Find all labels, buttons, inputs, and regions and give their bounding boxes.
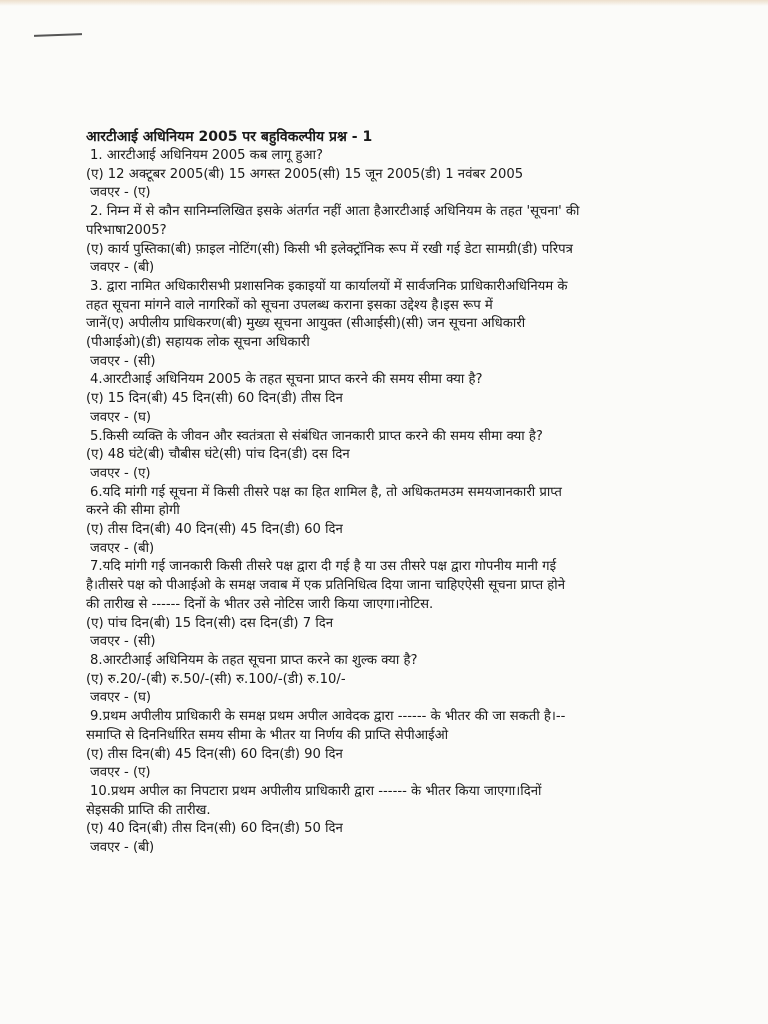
question-text: 5.किसी व्यक्ति के जीवन और स्वतंत्रता से संबंधित जानकारी प्राप्त करने की समय सीमा क्या है? [90,428,543,444]
question-text-cont: सेइसकी प्राप्ति की तारीख. [86,802,211,818]
answer-line: जवएर - (घ) [90,409,152,425]
options-line: (ए) तीस दिन(बी) 40 दिन(सी) 45 दिन(डी) 60 दिन [86,522,343,538]
question-text: 6.यदि मांगी गई सूचना में किसी तीसरे पक्ष का हित शामिल है, तो अधिकतमउम समयजानकारी प्राप्त [90,484,562,500]
question-text-cont: है।तीसरे पक्ष को पीआईओ के समक्ष जवाब में एक प्रतिनिधित्व दिया जाना चाहिएऐसी सूचना प्राप्त होने [86,578,566,594]
question-text: 8.आरटीआई अधिनियम के तहत सूचना प्राप्त करने का शुल्क क्या है? [90,652,418,668]
question-text: 3. द्वारा नामित अधिकारीसभी प्रशासनिक इकाइयों या कार्यालयों में सार्वजनिक प्राधिकारीअधिनियम के [90,278,568,294]
question-item [86,278,686,372]
options-line: (ए) कार्य पुस्तिका(बी) फ़ाइल नोटिंग(सी) किसी भी इलेक्ट्रॉनिक रूप में रखी गई डेटा सामग्री(डी) परिपत्र [86,241,573,257]
options-line: (ए) तीस दिन(बी) 45 दिन(सी) 60 दिन(डी) 90 दिन [86,746,343,762]
question-list [86,147,686,858]
question-text-cont: तहत सूचना मांगने वाले नागरिकों को सूचना उपलब्ध कराना इसका उद्देश्य है।इस रूप में [86,297,493,313]
answer-line: जवएर - (ए) [90,185,151,201]
question-text: 7.यदि मांगी गई जानकारी किसी तीसरे पक्ष द्वारा दी गई है या उस तीसरे पक्ष द्वारा गोपनीय मानी गई [90,559,557,575]
answer-line: जवएर - (घ) [90,690,152,706]
question-item [86,371,686,427]
options-line: (ए) 40 दिन(बी) तीस दिन(सी) 60 दिन(डी) 50 दिन [86,821,343,837]
document-title: आरटीआई अधिनियम 2005 पर बहुविकल्पीय प्रश्न - 1 [86,129,373,145]
question-item [86,147,686,203]
question-text-cont: जानें(ए) अपीलीय प्राधिकरण(बी) मुख्य सूचना आयुक्त (सीआईसी)(सी) जन सूचना अधिकारी [86,316,526,332]
options-line: (पीआईओ)(डी) सहायक लोक सूचना अधिकारी [86,335,310,351]
question-text-cont: की तारीख से ------ दिनों के भीतर उसे नोटिस जारी किया जाएगा।नोटिस. [86,596,434,612]
question-text: 10.प्रथम अपील का निपटारा प्रथम अपीलीय प्राधिकारी द्वारा ------ के भीतर किया जाएगा।दिनों [90,783,542,799]
answer-line: जवएर - (ए) [90,765,151,781]
question-item [86,783,686,858]
answer-line: जवएर - (सी) [90,353,156,369]
answer-line: जवएर - (बी) [90,540,155,556]
question-item [86,428,686,484]
document-page [86,128,686,858]
answer-line: जवएर - (सी) [90,634,156,650]
question-text: 9.प्रथम अपीलीय प्राधिकारी के समक्ष प्रथम अपील आवेदक द्वारा ------ के भीतर की जा सकती है।-- [90,709,566,725]
pen-mark [34,33,82,37]
question-text: 2. निम्न में से कौन सानिम्नलिखित इसके अंतर्गत नहीं आता हैआरटीआई अधिनियम के तहत 'सूचना' की [90,204,580,220]
options-line: (ए) 48 घंटे(बी) चौबीस घंटे(सी) पांच दिन(डी) दस दिन [86,447,350,463]
options-line: (ए) पांच दिन(बी) 15 दिन(सी) दस दिन(डी) 7 दिन [86,615,334,631]
page-top-edge [0,0,768,6]
options-line: (ए) 15 दिन(बी) 45 दिन(सी) 60 दिन(डी) तीस दिन [86,391,343,407]
answer-line: जवएर - (बी) [90,260,155,276]
question-item [86,708,686,783]
question-item [86,558,686,652]
question-text-cont: परिभाषा2005? [86,222,167,238]
question-text-cont: करने की सीमा होगी [86,503,180,519]
answer-line: जवएर - (ए) [90,465,151,481]
question-text-cont: समाप्ति से दिननिर्धारित समय सीमा के भीतर या निर्णय की प्राप्ति सेपीआईओ [86,727,449,743]
answer-line: जवएर - (बी) [90,840,155,856]
options-line: (ए) रु.20/-(बी) रु.50/-(सी) रु.100/-(डी) रु.10/- [86,671,346,687]
question-item [86,484,686,559]
question-text: 1. आरटीआई अधिनियम 2005 कब लागू हुआ? [90,148,323,163]
options-line: (ए) 12 अक्टूबर 2005(बी) 15 अगस्त 2005(सी) 15 जून 2005(डी) 1 नवंबर 2005 [86,166,524,182]
question-text: 4.आरटीआई अधिनियम 2005 के तहत सूचना प्राप्त करने की समय सीमा क्या है? [90,372,483,388]
question-item [86,203,686,278]
question-item [86,652,686,708]
